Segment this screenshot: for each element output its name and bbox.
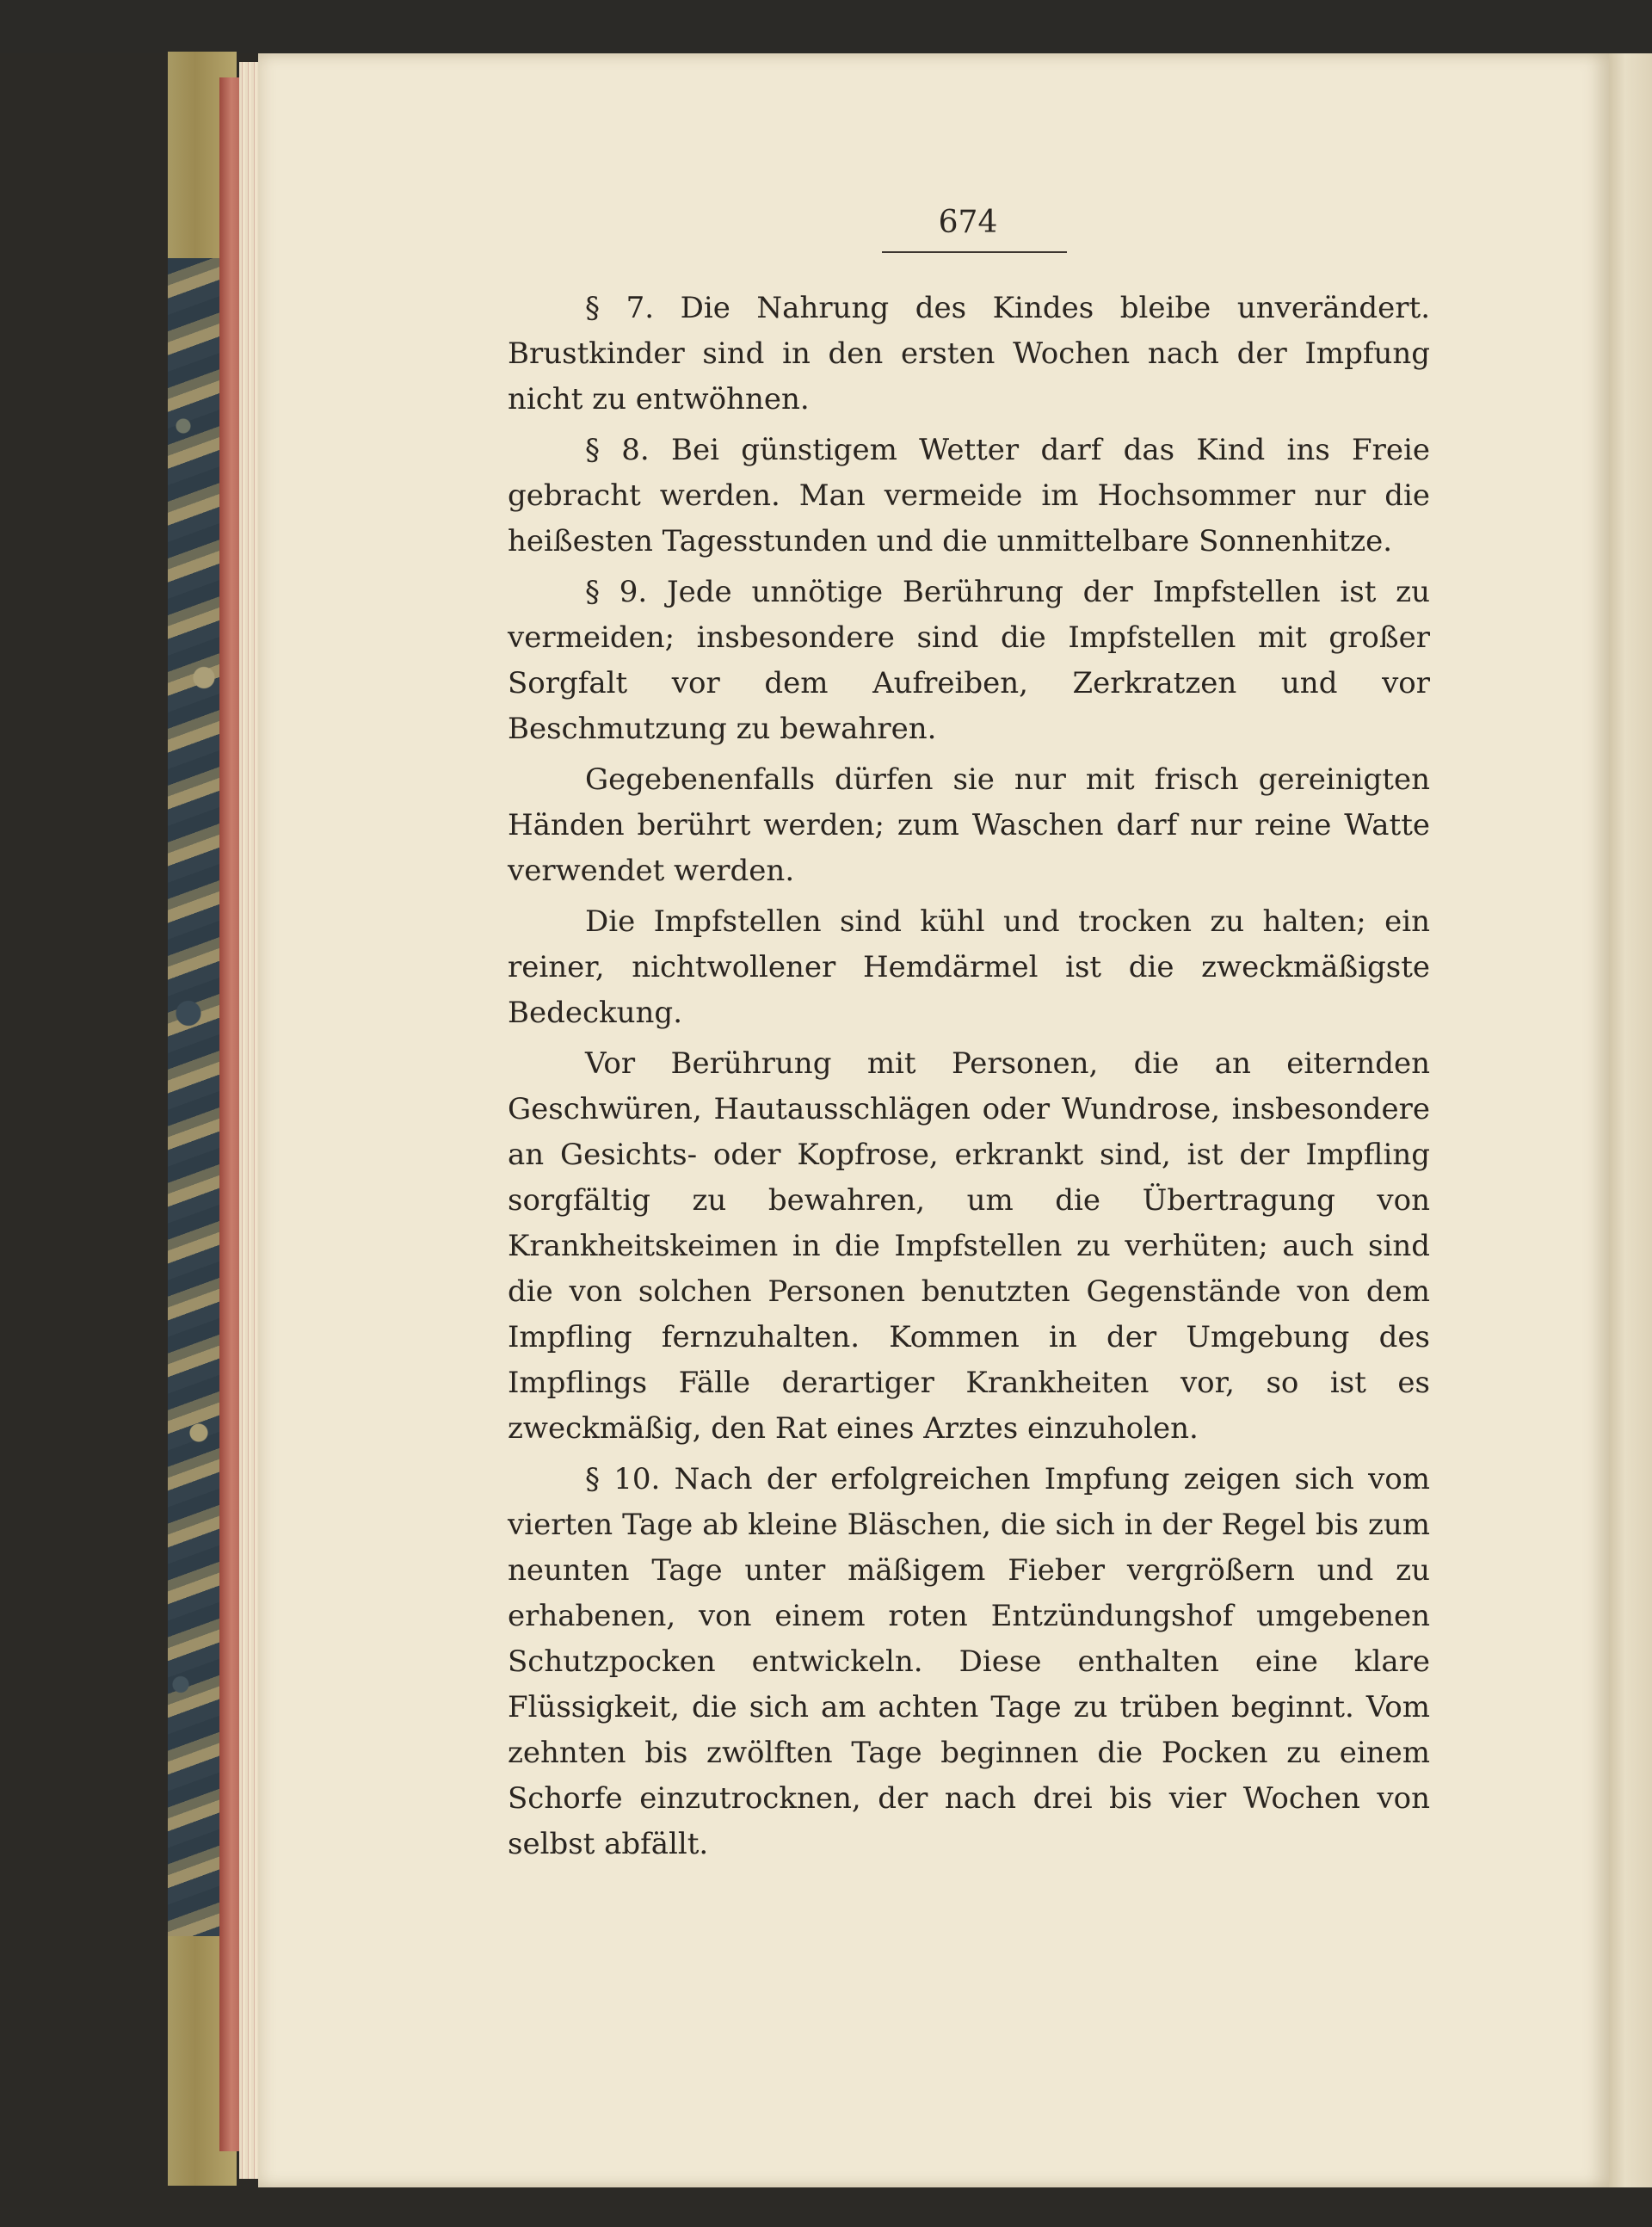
facing-page-edge (1607, 53, 1652, 2187)
page-number-rule (882, 251, 1067, 253)
paragraph-section-7: § 7. Die Nahrung des Kindes bleibe unverändert. Brustkinder sind in den ersten Wochen nach der Impfung nicht zu entwöhnen. (508, 291, 1430, 416)
body-text (508, 286, 1430, 1872)
paragraph-washing: Gegebenenfalls dürfen sie nur mit frisch gereinigten Händen berührt werden; zum Waschen darf nur reine Watte verwendet werden. (508, 762, 1430, 888)
marbled-endpaper (168, 258, 219, 1936)
paragraph-cool-dry: Die Impfstellen sind kühl und trocken zu halten; ein reiner, nichtwollener Hemdärmel ist die zweckmäßigste Bedeckung. (508, 904, 1430, 1030)
paragraph-section-8: § 8. Bei günstigem Wetter darf das Kind ins Freie gebracht werden. Man vermeide im Hochsommer nur die heißesten Tagesstunden und die unmittelbare Sonnenhitze. (508, 433, 1430, 558)
page-number: 674 (938, 205, 998, 240)
scan-background (0, 0, 1652, 53)
paragraph-section-9: § 9. Jede unnötige Berührung der Impfstellen ist zu vermeiden; insbesondere sind die Impfstellen mit großer Sorgfalt vor dem Aufreiben, Zerkratzen und vor Beschmutzung zu bewahren. (508, 575, 1430, 746)
paragraph-section-10: § 10. Nach der erfolgreichen Impfung zeigen sich vom vierten Tage ab kleine Bläschen, die sich in der Regel bis zum neunten Tage unter mäßigem Fieber vergrößern und zu erhabenen, von einem roten Entzündungshof umgebenen Schutzpocken entwickeln. Diese enthalten eine klare Flüssigkeit, die sich am achten Tage zu trüben beginnt. Vom zehnten bis zwölften Tage beginnen die Pocken zu einem Schorfe einzutrocknen, der nach drei bis vier Wochen von selbst abfällt. (508, 1462, 1430, 1861)
paragraph-contact: Vor Berührung mit Personen, die an eiternden Geschwüren, Hautausschlägen oder Wundrose, insbesondere an Gesichts- oder Kopfrose, erkrankt sind, ist der Impfling sorgfältig zu bewahren, um die Übertragung von Krankheitskeimen in die Impfstellen zu verhüten; auch sind die von solchen Personen benutzten Gegenstände von dem Impfling fernzuhalten. Kommen in der Umgebung des Impflings Fälle derartiger Krankheiten vor, so ist es zweckmäßig, den Rat eines Arztes einzuholen. (508, 1046, 1430, 1446)
